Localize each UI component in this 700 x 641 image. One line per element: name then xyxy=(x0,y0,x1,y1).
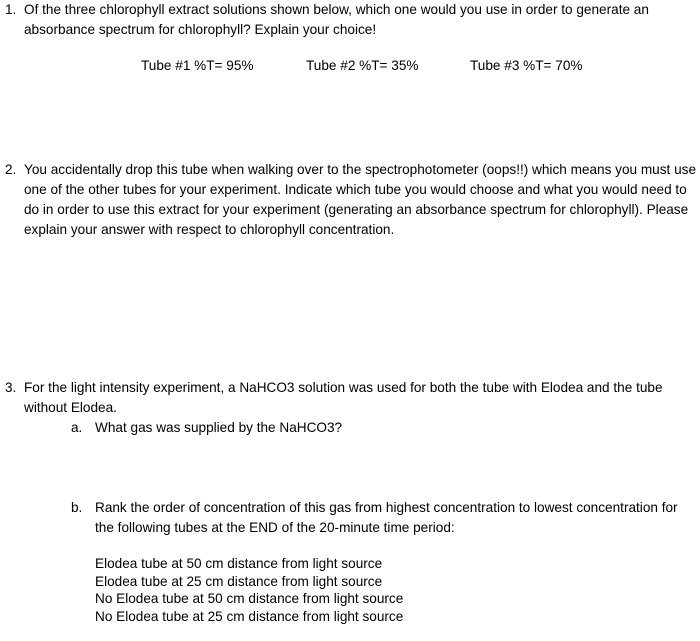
question-3b-text: Rank the order of concentration of this gas from highest concentration to lowest concentration for the following tubes at the END of the 20-minute time period: xyxy=(95,500,678,535)
list-item: Elodea tube at 50 cm distance from light source xyxy=(95,556,383,571)
tube-3-label: Tube #3 %T= 70% xyxy=(470,58,583,73)
tube-condition-list xyxy=(95,555,695,625)
tube-list xyxy=(0,56,700,76)
question-3b-letter: b. xyxy=(71,500,83,515)
question-3-text: For the light intensity experiment, a NaHCO3 solution was used for both the tube with Elodea and the tube without Elodea. xyxy=(24,380,663,415)
question-2-number: 2. xyxy=(5,162,17,177)
list-item: Elodea tube at 25 cm distance from light source xyxy=(95,573,383,589)
question-1-text: Of the three chlorophyll extract solutions shown below, which one would you use in order to generate an absorbance spectrum for chlorophyll? Explain your choice! xyxy=(24,2,649,37)
tube-1-label: Tube #1 %T= 95% xyxy=(141,58,254,73)
question-3a-letter: a. xyxy=(71,420,83,435)
question-3a-text: What gas was supplied by the NaHCO3? xyxy=(95,420,343,435)
list-item: No Elodea tube at 50 cm distance from light source xyxy=(95,591,404,606)
question-2-text: You accidentally drop this tube when walking over to the spectrophotometer (oops!!) which means you must use one of the other tubes for your experiment. Indicate which tube you would choose and what you would need to do in order to use this extract for your experiment (generating an absorbance spectrum for chlorophyll). Please explain your answer with respect to chlorophyll concentration. xyxy=(24,162,697,237)
list-item: No Elodea tube at 25 cm distance from light source xyxy=(95,608,404,624)
question-3-number: 3. xyxy=(5,380,17,395)
question-1-number: 1. xyxy=(5,2,17,17)
tube-2-label: Tube #2 %T= 35% xyxy=(306,58,419,73)
